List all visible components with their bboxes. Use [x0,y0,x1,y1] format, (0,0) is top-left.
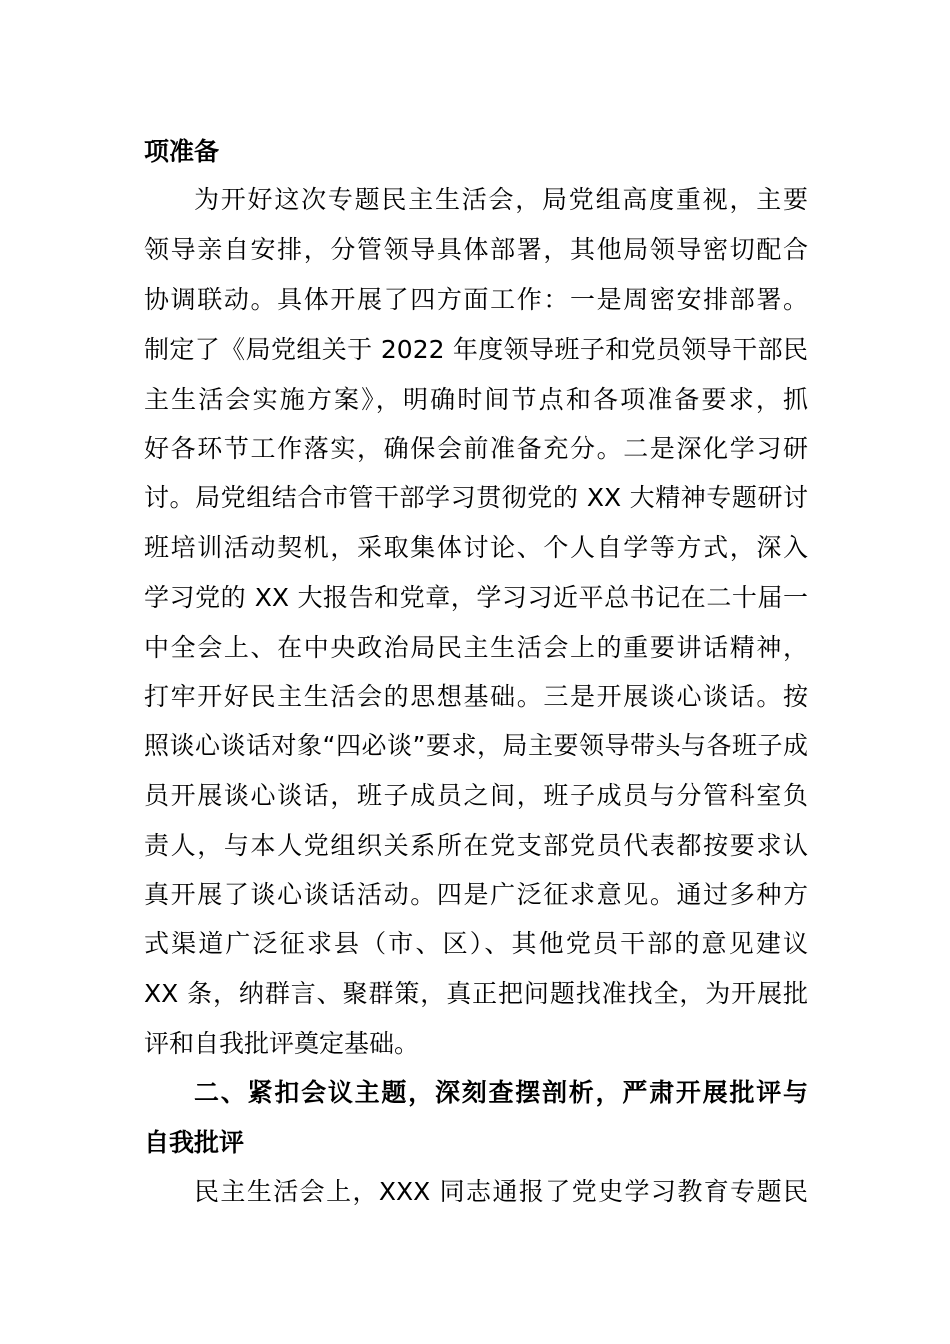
section-heading-fragment: 项准备 [144,137,220,166]
paragraph-line: 打牢开好民主生活会的思想基础。三是开展谈心谈话。按 [144,682,808,711]
paragraph-line: 主生活会实施方案》，明确时间节点和各项准备要求，抓 [144,385,808,414]
paragraph-line: 讨。局党组结合市管干部学习贯彻党的 XX 大精神专题研讨 [144,483,808,512]
paragraph-line: 式渠道广泛征求县（市、区）、其他党员干部的意见建议 [144,929,808,958]
paragraph-line: 照谈心谈话对象“四必谈”要求，局主要领导带头与各班子成 [144,731,808,760]
paragraph-line: 民主生活会上，XXX 同志通报了党史学习教育专题民 [194,1177,808,1206]
paragraph-line: 责人，与本人党组织关系所在党支部党员代表都按要求认 [144,831,808,860]
paragraph-line: 协调联动。具体开展了四方面工作：一是周密安排部署。 [144,285,808,314]
heading-line: 自我批评 [144,1128,245,1157]
paragraph-line: 员开展谈心谈话，班子成员之间，班子成员与分管科室负 [144,781,808,810]
paragraph-line: 学习党的 XX 大报告和党章，学习习近平总书记在二十届一 [144,583,808,612]
paragraph-line: 领导亲自安排，分管领导具体部署，其他局领导密切配合 [144,235,808,264]
heading-line: 二、紧扣会议主题，深刻查摆剖析，严肃开展批评与 [194,1078,808,1107]
paragraph-line: 制定了《局党组关于 2022 年度领导班子和党员领导干部民 [144,335,808,364]
paragraph-line: 为开好这次专题民主生活会，局党组高度重视，主要 [194,185,808,214]
paragraph-line: 评和自我批评奠定基础。 [144,1029,420,1058]
paragraph-line: XX 条，纳群言、聚群策，真正把问题找准找全，为开展批 [144,979,808,1008]
paragraph-line: 班培训活动契机，采取集体讨论、个人自学等方式，深入 [144,533,808,562]
paragraph-line: 好各环节工作落实，确保会前准备充分。二是深化学习研 [144,434,808,463]
paragraph-line: 中全会上、在中央政治局民主生活会上的重要讲话精神， [144,633,808,662]
paragraph-line: 真开展了谈心谈话活动。四是广泛征求意见。通过多种方 [144,880,808,909]
